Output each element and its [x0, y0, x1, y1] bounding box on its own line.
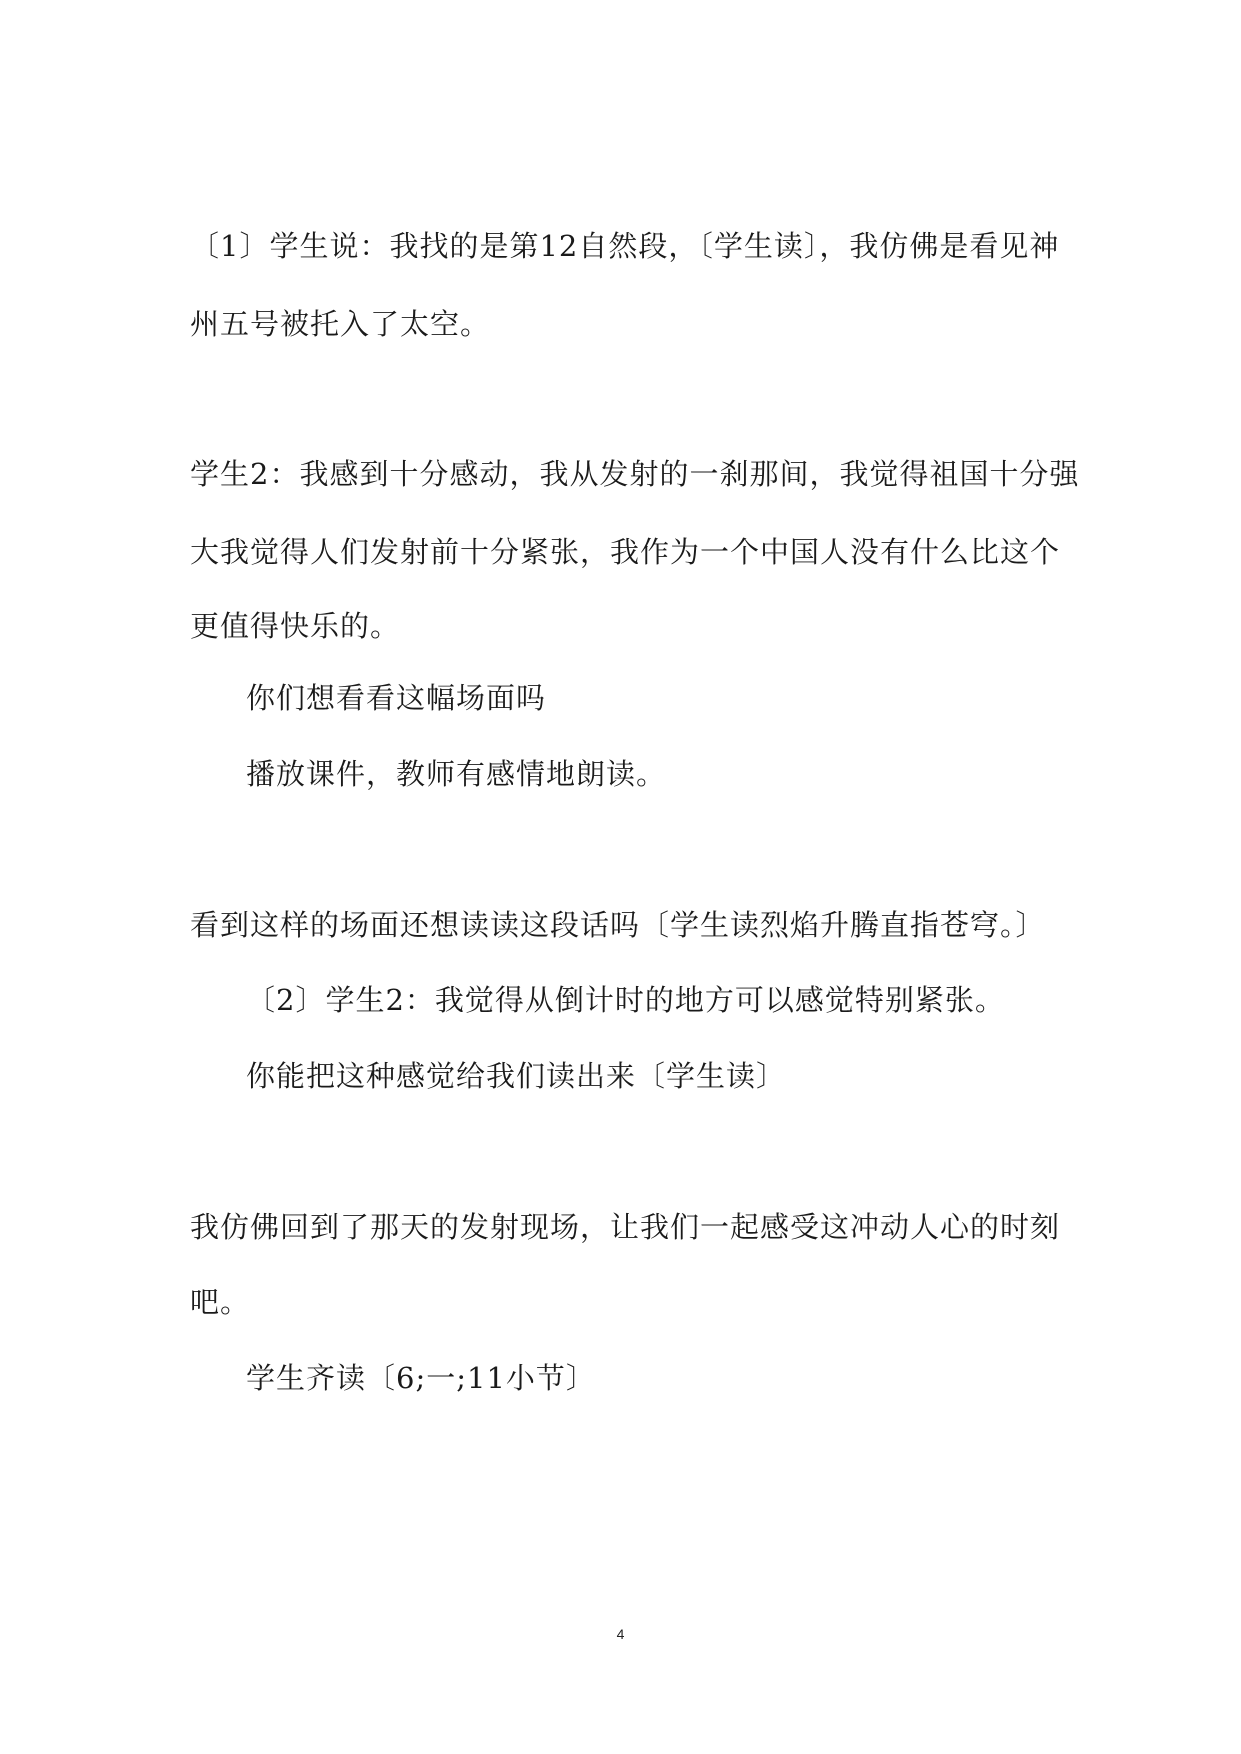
text-line: 我仿佛回到了那天的发射现场，让我们一起感受这冲动人心的时刻 [190, 1210, 1061, 1244]
text-line: 看到这样的场面还想读读这段话吗〔学生读烈焰升腾直指苍穹。〕 [190, 908, 1046, 942]
text-line: 播放课件，教师有感情地朗读。 [246, 757, 667, 791]
page-number: 4 [616, 1626, 625, 1642]
text-line: 你能把这种感觉给我们读出来〔学生读〕 [246, 1059, 787, 1093]
text-line: 更值得快乐的。 [190, 609, 401, 643]
text-line: 大我觉得人们发射前十分紧张，我作为一个中国人没有什么比这个 [190, 535, 1061, 569]
text-line: 〔1〕学生说：我找的是第12自然段，〔学生读〕，我仿佛是看见神 [190, 229, 1060, 263]
text-line: 〔2〕学生2：我觉得从倒计时的地方可以感觉特别紧张。 [246, 983, 1005, 1017]
text-line: 吧。 [190, 1285, 251, 1319]
text-line: 学生齐读〔6;一;11小节〕 [246, 1361, 596, 1395]
text-line: 学生2：我感到十分感动，我从发射的一刹那间，我觉得祖国十分强 [190, 457, 1080, 491]
text-line: 州五号被托入了太空。 [190, 307, 491, 341]
text-line: 你们想看看这幅场面吗 [246, 681, 547, 715]
